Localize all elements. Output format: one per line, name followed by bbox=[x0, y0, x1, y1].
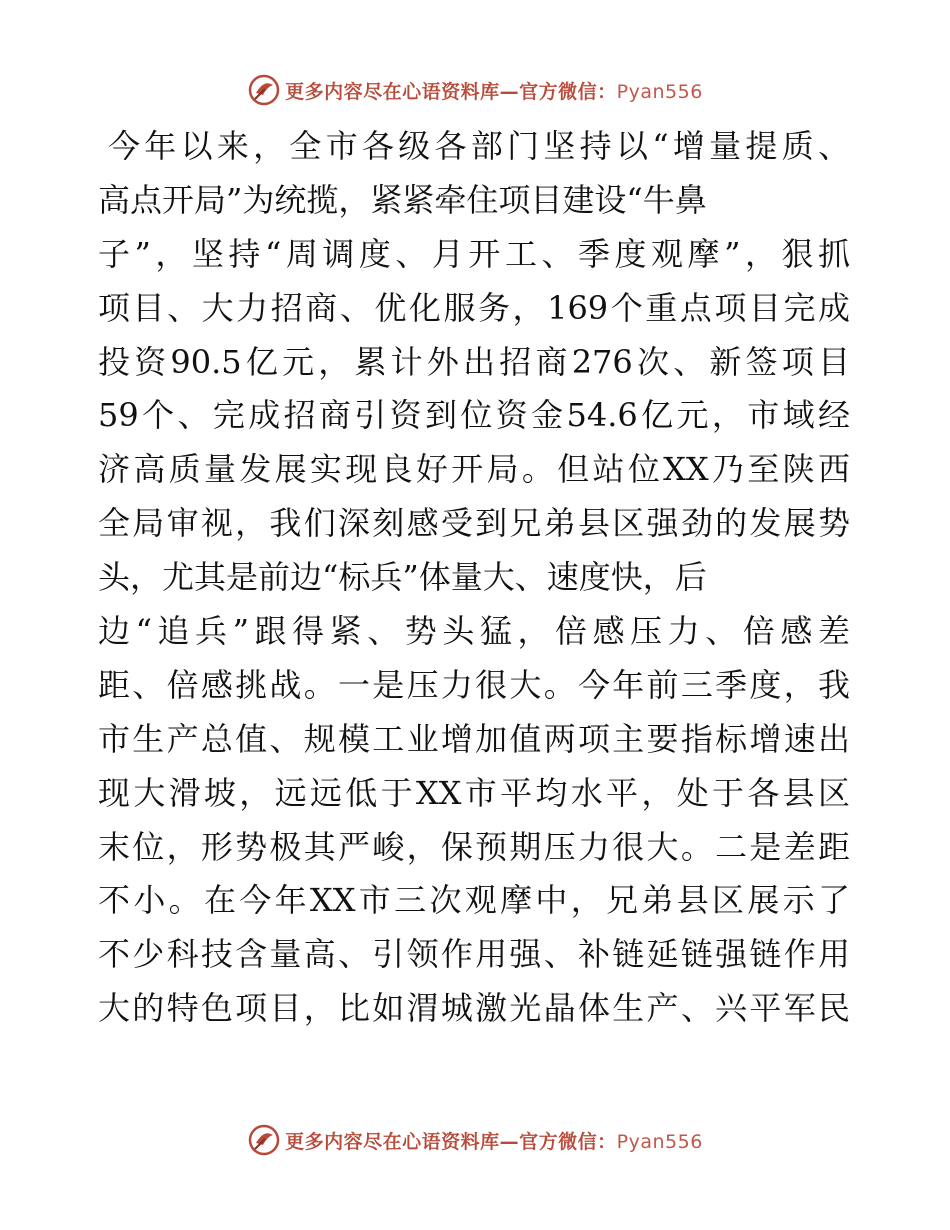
text-line: 现大滑坡，远远低于XX市平均水平，处于各县区 bbox=[98, 773, 850, 812]
text-line: 高点开局”为统揽，紧紧牵住项目建设“牛鼻 bbox=[98, 180, 707, 219]
watermark-text bbox=[285, 1127, 703, 1154]
watermark-text bbox=[285, 77, 703, 104]
header-watermark bbox=[0, 70, 950, 110]
footer-watermark bbox=[0, 1120, 950, 1160]
brand-logo-icon bbox=[247, 73, 281, 107]
watermark-label: 更多内容尽在心语资料库—官方微信： bbox=[285, 80, 617, 103]
text-line: 不小。在今年XX市三次观摩中，兄弟县区展示了 bbox=[98, 881, 850, 920]
brand-logo-icon bbox=[247, 1123, 281, 1157]
text-line: 不少科技含量高、引领作用强、补链延链强链作用 bbox=[98, 935, 850, 974]
text-line: 边“追兵”跟得紧、势头猛，倍感压力、倍感差 bbox=[98, 612, 850, 651]
text-line: 距、倍感挑战。一是压力很大。今年前三季度，我 bbox=[98, 665, 850, 704]
document-body bbox=[98, 120, 850, 1036]
text-line: 59个、完成招商引资到位资金54.6亿元，市域经 bbox=[98, 396, 850, 435]
watermark-label: 更多内容尽在心语资料库—官方微信： bbox=[285, 1130, 617, 1153]
text-line: 大的特色项目，比如渭城激光晶体生产、兴平军民 bbox=[98, 989, 850, 1028]
text-line: 市生产总值、规模工业增加值两项主要指标增速出 bbox=[98, 719, 850, 758]
text-line: 末位，形势极其严峻，保预期压力很大。二是差距 bbox=[98, 827, 850, 866]
watermark-wechat-id: Pyan556 bbox=[616, 1130, 703, 1153]
text-line: 今年以来，全市各级各部门坚持以“增量提质、 bbox=[108, 127, 850, 165]
text-line: 头，尤其是前边“标兵”体量大、速度快，后 bbox=[98, 558, 707, 597]
text-line: 子”，坚持“周调度、月开工、季度观摩”，狠抓 bbox=[98, 234, 850, 273]
text-line: 投资90.5亿元，累计外出招商276次、新签项目 bbox=[98, 342, 850, 381]
text-line: 全局审视，我们深刻感受到兄弟县区强劲的发展势 bbox=[98, 504, 850, 543]
watermark-wechat-id: Pyan556 bbox=[616, 80, 703, 103]
text-line: 项目、大力招商、优化服务，169个重点项目完成 bbox=[98, 288, 850, 327]
text-line: 济高质量发展实现良好开局。但站位XX乃至陕西 bbox=[98, 450, 850, 489]
